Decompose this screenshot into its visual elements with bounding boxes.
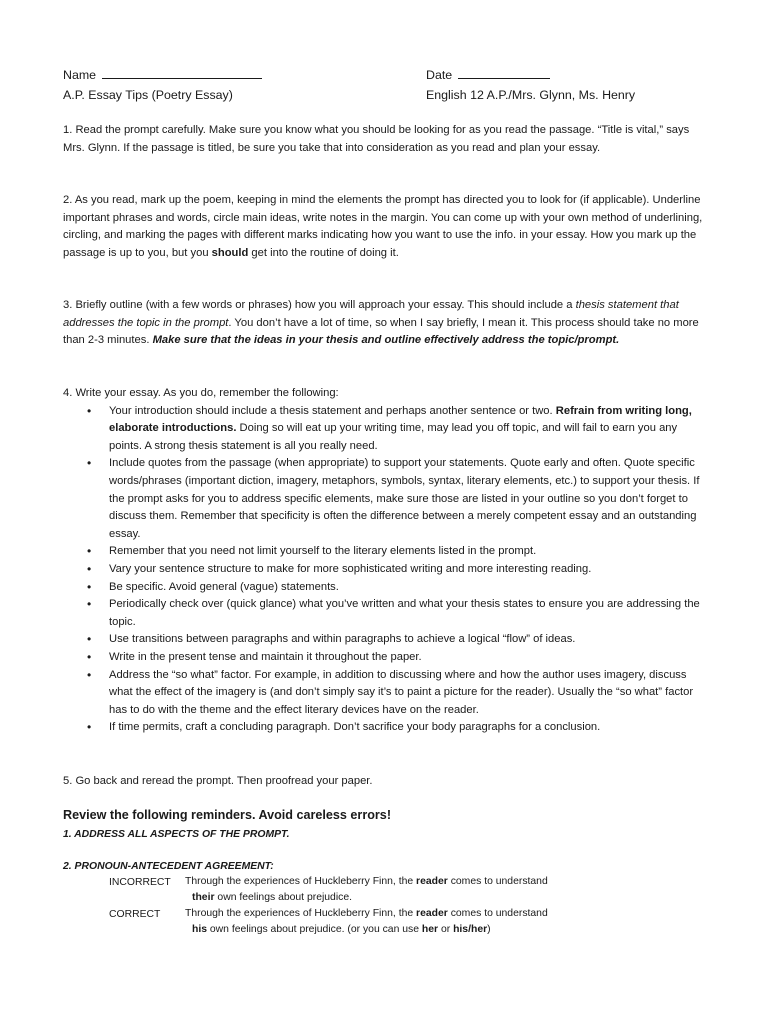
page-title: A.P. Essay Tips (Poetry Essay) bbox=[63, 88, 233, 102]
review-item-1: 1. ADDRESS ALL ASPECTS OF THE PROMPT. bbox=[63, 829, 290, 840]
name-blank[interactable] bbox=[102, 66, 262, 79]
incorrect-example-line-1: Through the experiences of Huckleberry Finn, the reader comes to understand bbox=[185, 876, 548, 887]
bullet-icon: • bbox=[87, 579, 92, 594]
bullet-icon: • bbox=[87, 597, 92, 612]
tip-1-text: 1. Read the prompt carefully. Make sure you know what you should be looking for as you read the passage. “Title is vital,” says Mrs. Glynn. If the passage is titled, be sure you take that into consideration as you read and plan your essay. bbox=[63, 124, 690, 154]
tip-4 bbox=[63, 385, 713, 737]
tip-5-text: 5. Go back and reread the prompt. Then proofread your paper. bbox=[63, 775, 373, 787]
tip-2-text: 2. As you read, mark up the poem, keeping in mind the elements the prompt has directed you to look for (if applicable). Underline important phrases and words, circle main ideas, write notes in the margin. You can come up with your own method of underlining, circling, and marking the pages with different marks indicating how you want to use the info. in your essay. How you mark up the passage is up to you, but you should get into the routine of doing it. bbox=[63, 194, 703, 259]
bullet-icon: • bbox=[87, 403, 92, 418]
name-line bbox=[63, 66, 262, 84]
tip-2 bbox=[63, 192, 708, 262]
date-blank[interactable] bbox=[458, 66, 550, 79]
incorrect-label: INCORRECT bbox=[109, 877, 171, 888]
tip-3-text: 3. Briefly outline (with a few words or phrases) how you will approach your essay. This should include a thesis statement that addresses the topic in the prompt. You don’t have a lot of time, so when I say briefly, I mean it. This process should take no more than 2-3 minutes. Make sure that the ideas in your thesis and outline effectively address the topic/prompt. bbox=[63, 299, 699, 347]
correct-example-line-2: his own feelings about prejudice. (or you can use her or his/her) bbox=[192, 924, 491, 935]
review-item-2: 2. PRONOUN-ANTECEDENT AGREEMENT: bbox=[63, 861, 274, 872]
list-item: • Your introduction should include a thesis statement and perhaps another sentence or two. Refrain from writing long, elaborate introductions. Doing so will eat up your writing time, may lead you off topic, and will fail to earn you any points. A strong thesis statement is all you really need. bbox=[87, 403, 692, 452]
date-label: Date bbox=[426, 68, 453, 82]
tip-5 bbox=[63, 773, 708, 791]
course-info: English 12 A.P./Mrs. Glynn, Ms. Henry bbox=[426, 88, 636, 102]
review-heading: Review the following reminders. Avoid careless errors! bbox=[63, 808, 392, 822]
list-item: • Write in the present tense and maintain it throughout the paper. bbox=[63, 649, 713, 667]
list-item: • Periodically check over (quick glance) what you’ve written and what your thesis states to ensure you are addressing the topic. bbox=[87, 597, 700, 628]
list-item: • Remember that you need not limit yourself to the literary elements listed in the prompt. bbox=[63, 543, 713, 561]
bullet-icon: • bbox=[87, 544, 92, 559]
bullet-icon: • bbox=[87, 632, 92, 647]
bullet-icon: • bbox=[87, 456, 92, 471]
list-item: • Include quotes from the passage (when appropriate) to support your statements. Quote early and often. Quote specific words/phrases (important diction, imagery, metaphors, symbols, syntax, literary elements, etc.) to support your thesis. If the prompt asks for you to address specific elements, make sure those are listed in your outline so you don’t forget to discuss them. Remember that specificity is often the difference between a merely competent essay and an outstanding essay. bbox=[87, 456, 700, 540]
bullet-icon: • bbox=[87, 649, 92, 664]
tip-4-intro: 4. Write your essay. As you do, remember the following: bbox=[63, 387, 339, 399]
list-item: • Vary your sentence structure to make for more sophisticated writing and more interesting reading. bbox=[63, 561, 713, 579]
tip-3 bbox=[63, 297, 708, 350]
tip-1 bbox=[63, 122, 708, 157]
tip-4-list bbox=[63, 403, 713, 737]
date-line bbox=[426, 66, 550, 84]
incorrect-example-line-2: their own feelings about prejudice. bbox=[192, 892, 353, 903]
list-item: • Address the “so what” factor. For example, in addition to discussing where and how the author uses imagery, discuss what the effect of the imagery is (and don’t simply say it’s to paint a picture for the reader). Usually the “so what” factor has to do with the theme and the effect literary devices have on the reader. bbox=[87, 667, 694, 716]
list-item: • If time permits, craft a concluding paragraph. Don’t sacrifice your body paragraphs for a conclusion. bbox=[63, 719, 713, 737]
bullet-icon: • bbox=[87, 667, 92, 682]
bullet-icon: • bbox=[87, 561, 92, 576]
list-item: • Use transitions between paragraphs and within paragraphs to achieve a logical “flow” of ideas. bbox=[63, 631, 713, 649]
bullet-icon: • bbox=[87, 720, 92, 735]
correct-label: CORRECT bbox=[109, 909, 161, 920]
correct-example-line-1: Through the experiences of Huckleberry Finn, the reader comes to understand bbox=[185, 908, 548, 919]
list-item: • Be specific. Avoid general (vague) statements. bbox=[63, 579, 713, 597]
name-label: Name bbox=[63, 68, 97, 82]
